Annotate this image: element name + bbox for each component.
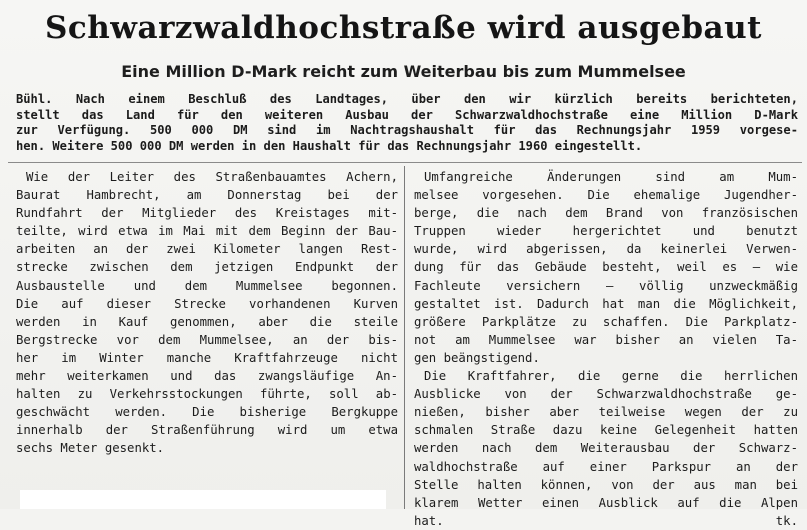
body-line: Die Kraftfahrer, die gerne die herrlichen	[424, 369, 798, 384]
body-line: Die auf dieser Strecke vorhandenen Kurven	[16, 296, 398, 311]
column-rule	[404, 166, 405, 509]
body-line: her im Winter manche Kraftfahrzeuge nicht	[16, 350, 398, 365]
lead-line: zur Verfügung. 500 000 DM sind im Nachtragshaushalt für das Rechnungsjahr 1959 vorgese-	[16, 123, 798, 137]
body-line: nießen, bisher aber teilweise wegen der zu	[414, 405, 798, 420]
lead-line: hen. Weitere 500 000 DM werden in den Haushalt für das Rechnungsjahr 1960 eingestellt.	[16, 138, 643, 153]
body-line: werden in Kauf genommen, aber die steile	[16, 314, 398, 329]
lead-line: Bühl. Nach einem Beschluß des Landtages, über den wir kürzlich bereits berichteten,	[16, 92, 798, 106]
body-line: mehr weiterkamen und das zwangsläufige An-	[16, 369, 398, 384]
body-line: strecke zwischen dem jetzigen Endpunkt der	[16, 260, 398, 275]
body-line: Ausbaustelle und dem Mummelsee begonnen.	[16, 278, 398, 293]
subheadline: Eine Million D-Mark reicht zum Weiterbau bis zum Mummelsee	[121, 62, 686, 81]
lead-paragraph	[16, 92, 798, 154]
body-line: dung für das Gebäude besteht, weil es — wie	[414, 260, 798, 275]
body-line: Ausblicke von der Schwarzwaldhochstraße ge-	[414, 387, 798, 402]
body-line: Umfangreiche Änderungen sind am Mum-	[424, 170, 798, 184]
blank-patch	[20, 490, 386, 509]
body-line: Rundfahrt der Mitglieder des Kreistages mit-	[16, 206, 398, 221]
body-line: Stelle halten können, von der aus man bei	[414, 477, 798, 492]
body-line: Baurat Hambrecht, am Donnerstag bei der	[16, 188, 398, 203]
body-line: gestaltet ist. Dadurch hat man die Möglichkeit,	[414, 296, 798, 311]
body-line: waldhochstraße auf einer Parkspur an der	[414, 459, 798, 474]
body-line: Truppen wieder hergerichtet und benutzt	[414, 224, 798, 239]
body-line: halten zu Verkehrsstockungen führte, soll ab-	[16, 387, 398, 402]
body-line: klarem Wetter einen Ausblick auf die Alpen	[414, 495, 798, 510]
horizontal-rule	[8, 162, 802, 163]
body-line: Fachleute versichern — völlig unzweckmäßig	[414, 278, 798, 293]
body-line: gen beängstigend.	[414, 350, 540, 365]
body-line: arbeiten an der zwei Kilometer langen Rest-	[16, 242, 398, 257]
body-line: größere Parkplätze zu schaffen. Die Parkplatz-	[414, 314, 798, 329]
body-line: werden nach dem Weiterausbau der Schwarz-	[414, 441, 798, 456]
body-line: sechs Meter gesenkt.	[16, 441, 165, 456]
closing-word: hat.	[414, 513, 444, 528]
body-line: not am Mummelsee war bisher an vielen Ta-	[414, 332, 798, 347]
body-line: berge, die nach dem Brand von französischen	[414, 206, 798, 221]
body-line: wurde, wird abgerissen, da keinerlei Verwen-	[414, 242, 798, 257]
headline: Schwarzwaldhochstraße wird ausgebaut	[45, 10, 762, 46]
closing-line	[414, 512, 798, 530]
right-column	[414, 168, 798, 530]
body-line: Wie der Leiter des Straßenbauamtes Achern,	[26, 170, 398, 184]
body-line: Bergstrecke vor dem Mummelsee, an der bis-	[16, 332, 398, 347]
author-initials: tk.	[775, 513, 798, 528]
body-line: geschwächt werden. Die bisherige Bergkuppe	[16, 405, 398, 420]
body-line: schmalen Straße dazu keine Gelegenheit hatten	[414, 423, 798, 438]
body-line: teilte, wird etwa im Mai mit dem Beginn der Bau-	[16, 224, 398, 239]
body-line: melsee vorgesehen. Die ehemalige Jugendher-	[414, 188, 798, 203]
lead-line: stellt das Land für den weiteren Ausbau der Schwarzwaldhochstraße eine Million D-Mark	[16, 107, 798, 122]
left-column	[16, 168, 398, 458]
body-line: innerhalb der Straßenführung wird um etwa	[16, 423, 398, 438]
